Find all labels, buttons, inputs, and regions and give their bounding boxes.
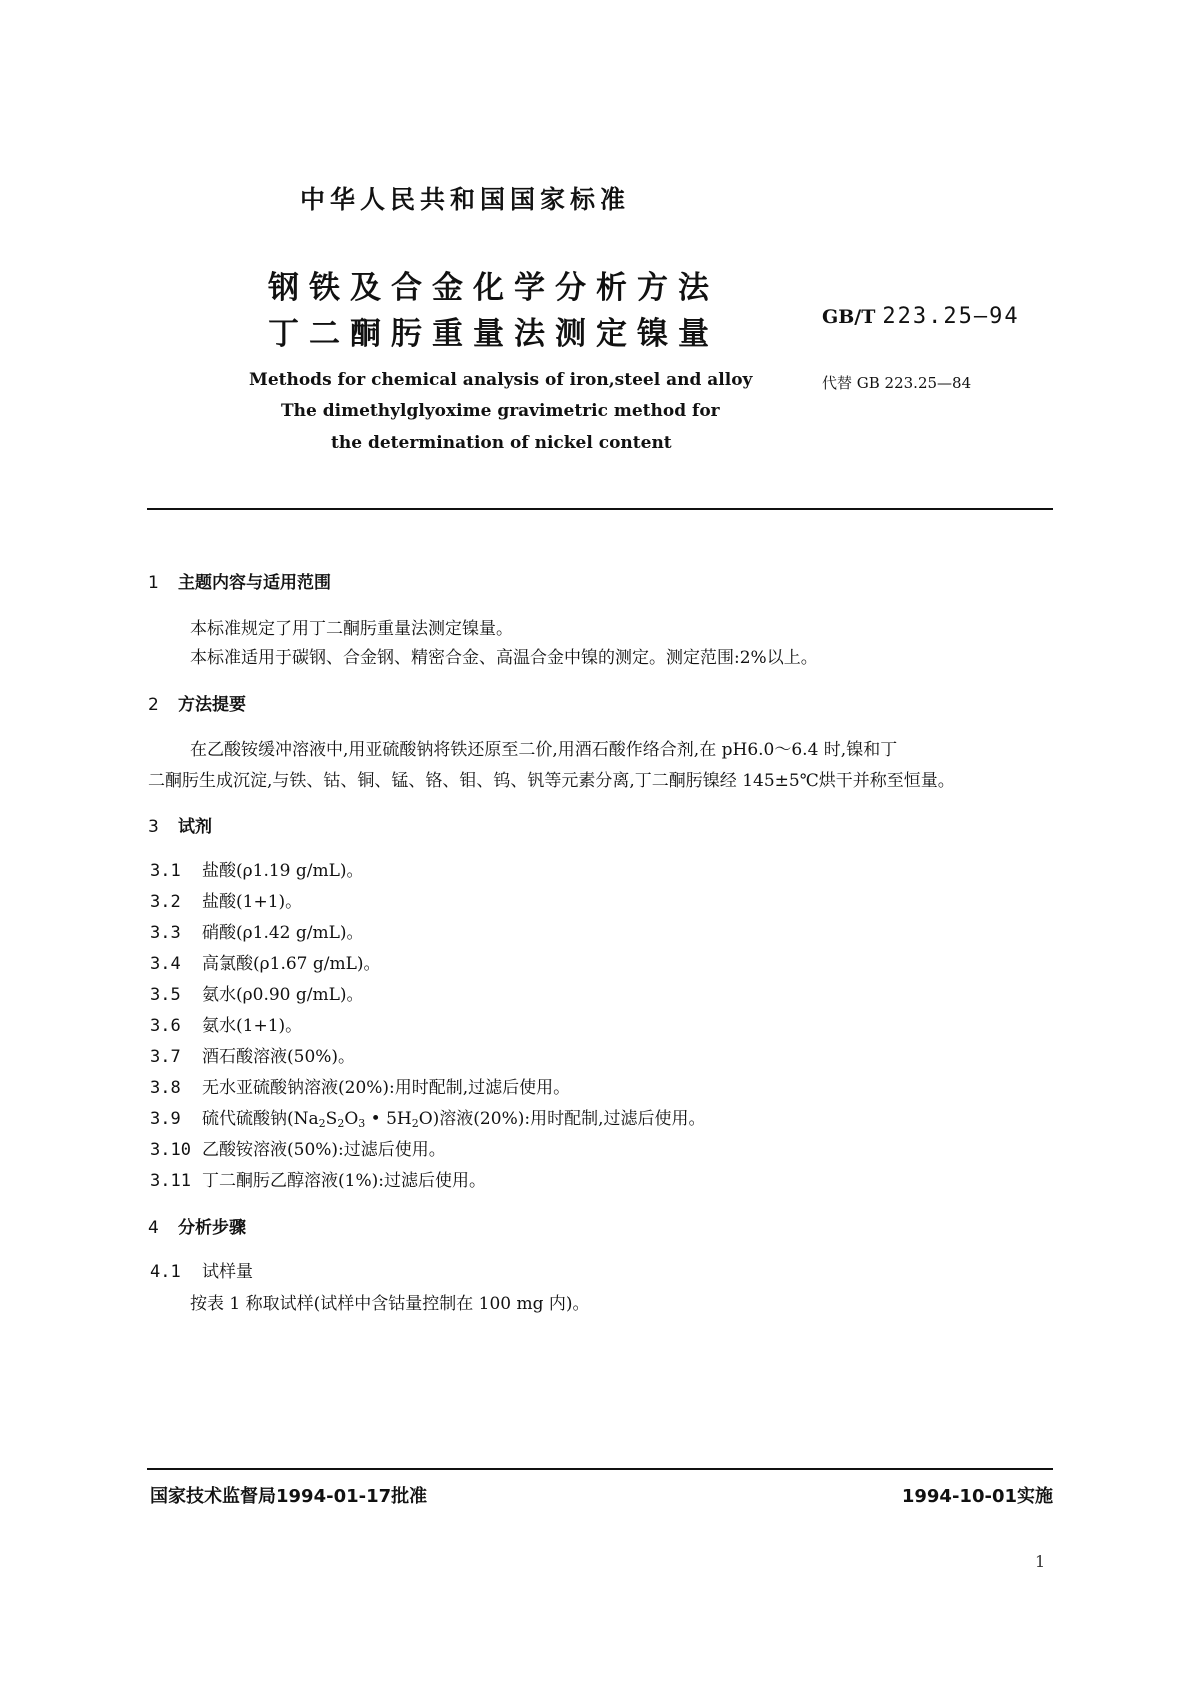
section-1-paragraph-2: 本标准适用于碳钢、合金钢、精密合金、高温合金中镍的测定。测定范围:2%以上。	[190, 648, 818, 668]
reagent-number: 3.11	[150, 1171, 191, 1191]
implementation-date: 1994-10-01实施	[901, 1486, 1053, 1507]
reagent-text: 氨水(1+1)。	[202, 1016, 303, 1036]
reagent-text: 丁二酮肟乙醇溶液(1%):过滤后使用。	[202, 1171, 486, 1191]
reagent-text: 盐酸(ρ1.19 g/mL)。	[202, 861, 364, 881]
reagent-number: 3.9	[150, 1109, 181, 1129]
reagent-item	[150, 949, 381, 974]
reagent-text	[202, 1109, 705, 1129]
section-2-heading	[148, 690, 246, 715]
section-1-title: 主题内容与适用范围	[178, 573, 331, 593]
reagent-item	[150, 918, 364, 943]
subsection-title: 试样量	[202, 1262, 253, 1282]
section-3-title: 试剂	[178, 817, 212, 837]
reagent-text: 酒石酸溶液(50%)。	[202, 1047, 356, 1067]
section-2-title: 方法提要	[178, 695, 246, 715]
reagent-number: 3.3	[150, 923, 181, 943]
subsection-4-1-heading	[150, 1257, 253, 1282]
english-title-line-2: The dimethylglyoxime gravimetric method for	[281, 401, 720, 421]
reagent-number: 3.10	[150, 1140, 191, 1160]
section-1-paragraph-1: 本标准规定了用丁二酮肟重量法测定镍量。	[190, 619, 513, 639]
approval-info: 国家技术监督局1994-01-17批准	[150, 1486, 428, 1507]
english-title-line-1: Methods for chemical analysis of iron,steel and alloy	[249, 370, 753, 390]
section-3-number: 3	[148, 817, 159, 837]
section-2-paragraph-line-1: 在乙酸铵缓冲溶液中,用亚硫酸钠将铁还原至二价,用酒石酸作络合剂,在 pH6.0～6.4 时,镍和丁	[190, 740, 898, 760]
section-2-number: 2	[148, 695, 159, 715]
footer-divider	[147, 1468, 1053, 1470]
section-4-title: 分析步骤	[178, 1218, 246, 1238]
reagent-number: 3.7	[150, 1047, 181, 1067]
reagent-number: 3.2	[150, 892, 181, 912]
document-title-line-2: 丁二酮肟重量法测定镍量	[268, 316, 719, 352]
reagent-item	[150, 1042, 355, 1067]
section-2-paragraph-line-2: 二酮肟生成沉淀,与铁、钴、铜、锰、铬、钼、钨、钒等元素分离,丁二酮肟镍经 145±5℃烘干并称至恒量。	[148, 771, 955, 791]
section-1-number: 1	[148, 573, 159, 593]
reagent-text: 硝酸(ρ1.42 g/mL)。	[202, 923, 364, 943]
section-3-heading	[148, 812, 212, 837]
section-1-heading	[148, 568, 331, 593]
reagent-text-part: O	[344, 1109, 359, 1129]
header-divider	[147, 508, 1053, 510]
reagent-text: 盐酸(1+1)。	[202, 892, 303, 912]
standard-type-heading: 中华人民共和国国家标准	[300, 185, 631, 214]
reagent-text: 高氯酸(ρ1.67 g/mL)。	[202, 954, 381, 974]
reagent-number: 3.8	[150, 1078, 181, 1098]
reagent-item	[150, 1166, 486, 1191]
reagent-text: 无水亚硫酸钠溶液(20%):用时配制,过滤后使用。	[202, 1078, 571, 1098]
standard-code-number: 223.25—94	[882, 304, 1020, 329]
reagent-item	[150, 1073, 570, 1098]
reagent-item	[150, 1011, 302, 1036]
reagent-text-part: 硫代硫酸钠(Na	[202, 1109, 319, 1129]
reagent-text-part: • 5H	[365, 1109, 412, 1129]
reagent-number: 3.1	[150, 861, 181, 881]
subscript: 2	[318, 1117, 326, 1130]
subscript: 2	[337, 1117, 345, 1130]
reagent-text-part: O)溶液(20%):用时配制,过滤后使用。	[418, 1109, 706, 1129]
standard-code-prefix: GB/T	[822, 306, 876, 328]
reagent-text-part: S	[325, 1109, 338, 1129]
document-title-line-1: 钢铁及合金化学分析方法	[268, 270, 719, 306]
reagent-item	[150, 856, 364, 881]
reagent-number: 3.5	[150, 985, 181, 1005]
reagent-text: 乙酸铵溶液(50%):过滤后使用。	[202, 1140, 446, 1160]
reagent-number: 3.6	[150, 1016, 181, 1036]
standard-code	[822, 304, 1020, 329]
english-title-line-3: the determination of nickel content	[331, 433, 672, 453]
subscript: 2	[411, 1117, 419, 1130]
section-4-paragraph-1: 按表 1 称取试样(试样中含钴量控制在 100 mg 内)。	[190, 1294, 590, 1314]
page-number: 1	[1035, 1552, 1046, 1571]
reagent-item	[150, 980, 364, 1005]
section-4-number: 4	[148, 1218, 159, 1238]
subsection-number: 4.1	[150, 1262, 181, 1282]
replaces-standard: 代替 GB 223.25—84	[822, 374, 972, 392]
reagent-number: 3.4	[150, 954, 181, 974]
reagent-item	[150, 887, 302, 912]
reagent-item	[150, 1104, 705, 1129]
subscript: 3	[358, 1117, 366, 1130]
section-4-heading	[148, 1213, 246, 1238]
reagent-text: 氨水(ρ0.90 g/mL)。	[202, 985, 364, 1005]
reagent-item	[150, 1135, 446, 1160]
